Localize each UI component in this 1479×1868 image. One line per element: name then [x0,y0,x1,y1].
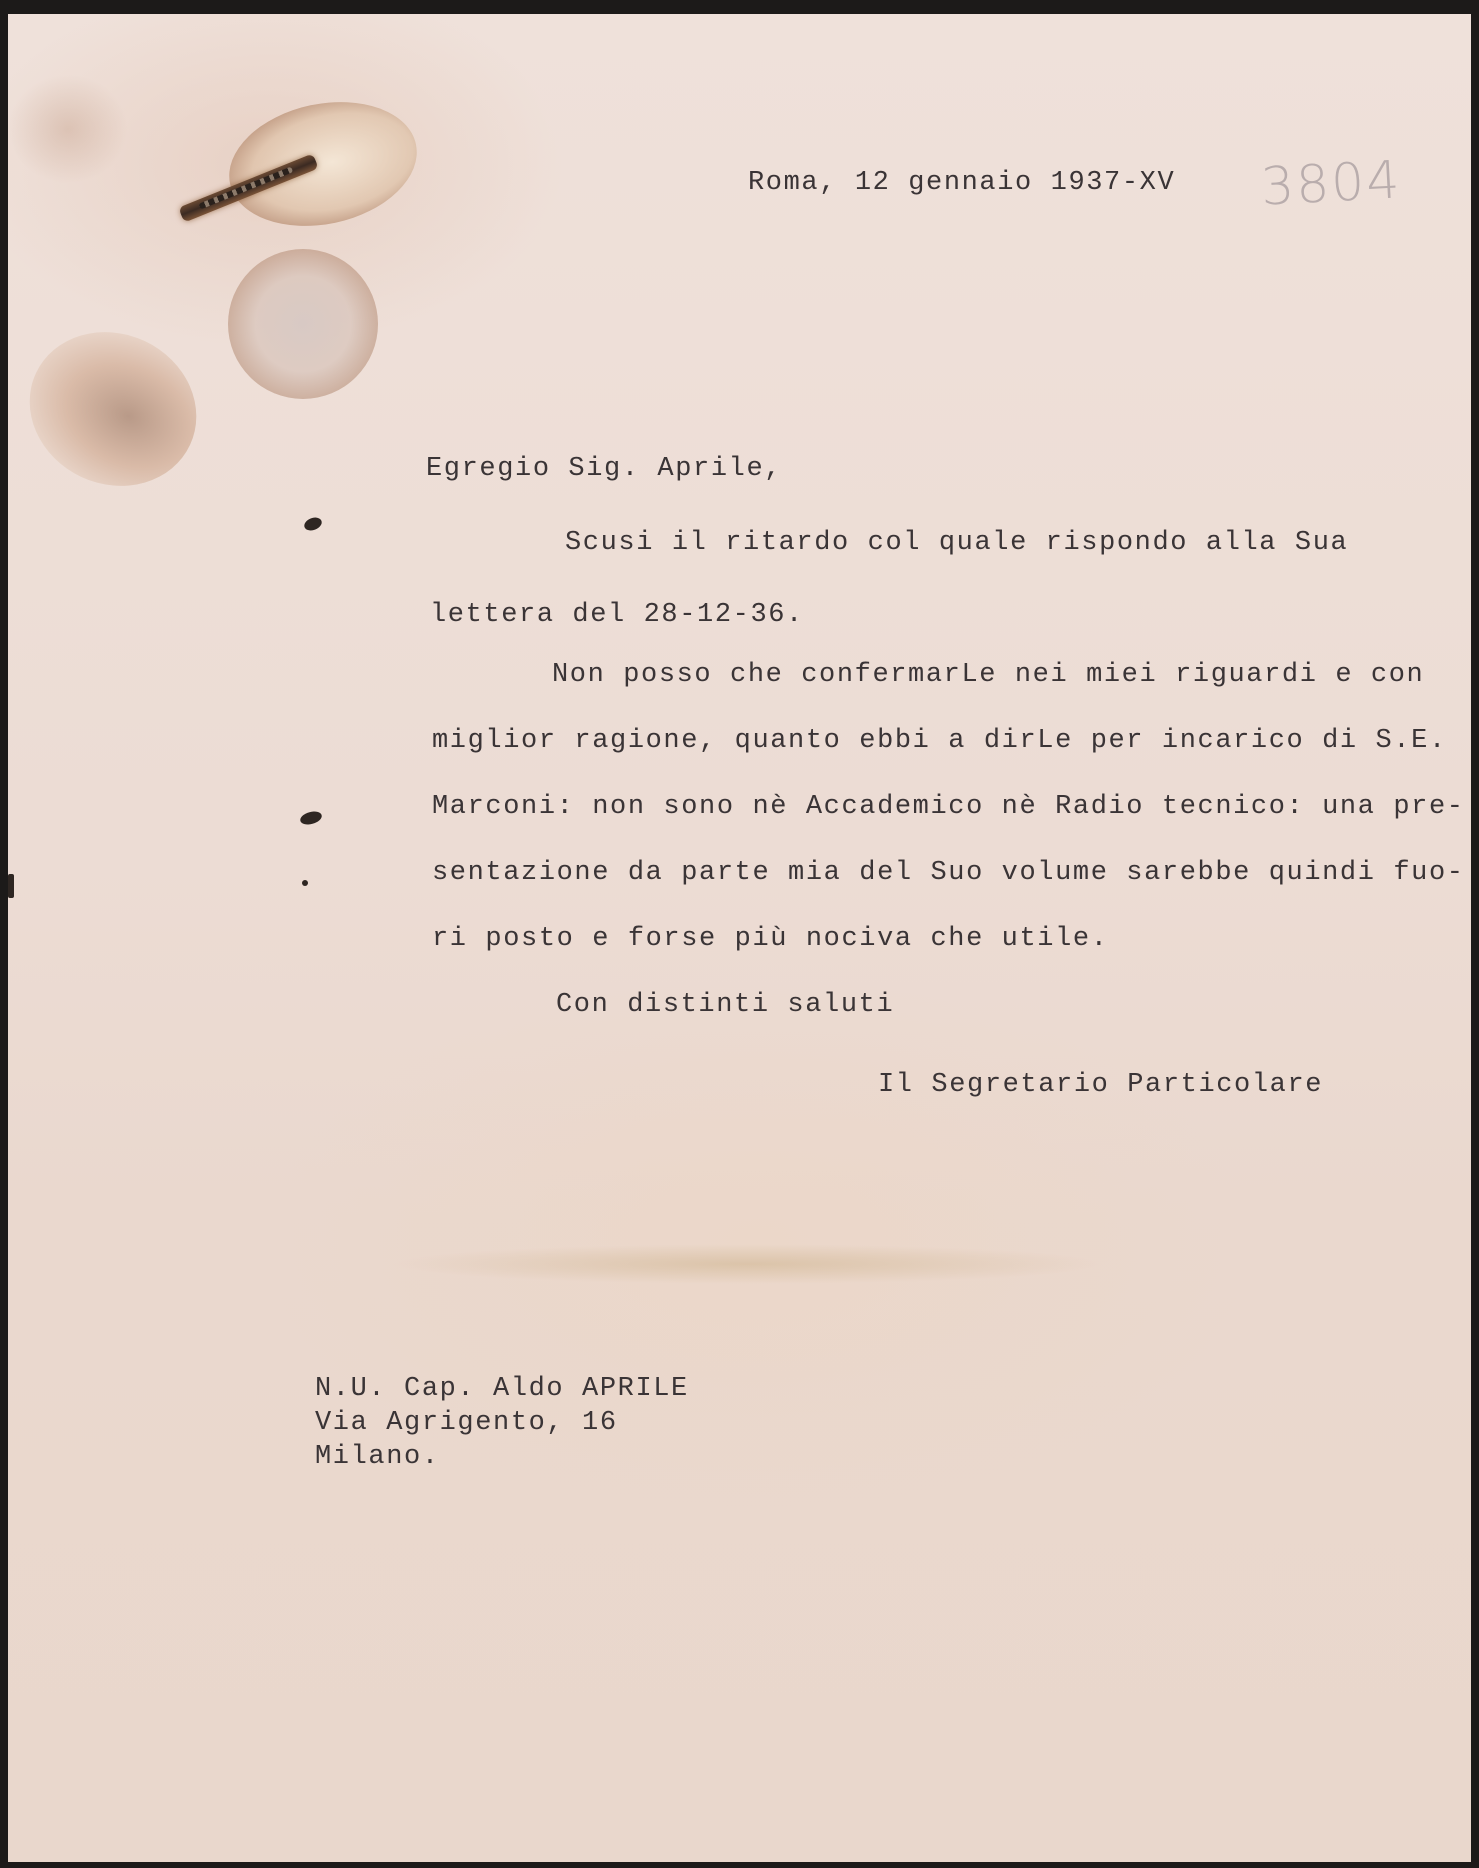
water-stain [228,249,378,399]
ink-speck [302,880,308,886]
body-line: Marconi: non sono nè Accademico nè Radio tecnico: una pre- [432,792,1465,822]
body-line: Non posso che confermarLe nei miei riguardi e con [552,660,1425,690]
rusted-staple [178,153,318,222]
ink-speck [302,515,323,532]
rust-stain [8,305,222,513]
closing: Con distinti saluti [556,990,895,1020]
date-line: Roma, 12 gennaio 1937-XV [748,168,1176,198]
archive-number: 3804 [1259,150,1403,218]
signature-title: Il Segretario Particolare [878,1070,1324,1100]
body-line: miglior ragione, quanto ebbi a dirLe per incarico di S.E. [432,726,1447,756]
address-line: Via Agrigento, 16 [315,1408,618,1438]
address-line: N.U. Cap. Aldo APRILE [315,1374,689,1404]
paper-stain [8,74,128,184]
letter-sheet [8,14,1471,1862]
salutation: Egregio Sig. Aprile, [426,454,783,484]
ink-speck [299,809,323,826]
body-line: ri posto e forse più nociva che utile. [432,924,1109,954]
address-line: Milano. [315,1442,440,1472]
fold-stain [388,1244,1108,1284]
body-line: sentazione da parte mia del Suo volume sarebbe quindi fuo- [432,858,1465,888]
ink-speck [8,874,14,898]
body-line: Scusi il ritardo col quale rispondo alla Sua [565,528,1349,558]
rust-stain [218,86,429,243]
body-line: lettera del 28-12-36. [430,600,804,630]
